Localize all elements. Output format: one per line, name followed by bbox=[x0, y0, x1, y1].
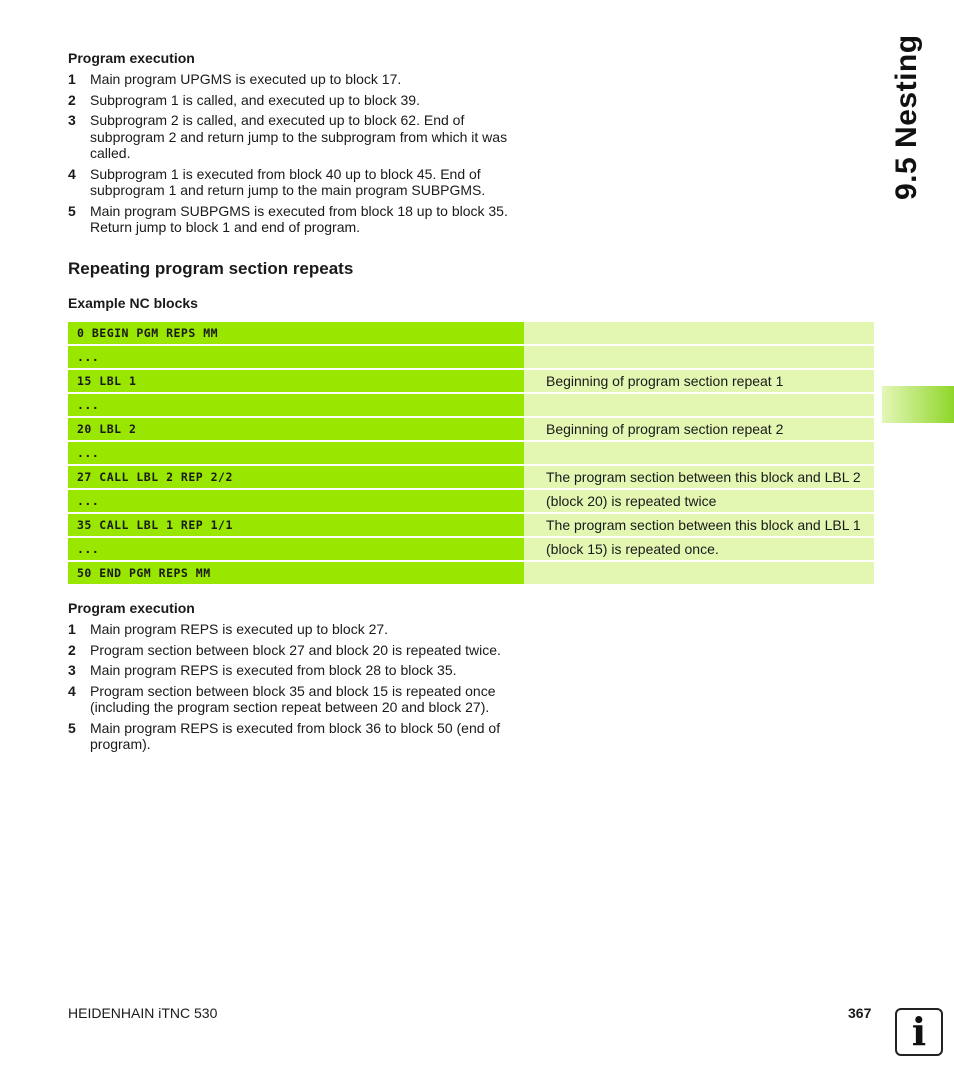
chapter-side-title: 9.5 Nesting bbox=[890, 34, 923, 200]
table-row bbox=[68, 562, 874, 584]
section-title: Repeating program section repeats bbox=[68, 259, 354, 278]
program-execution-heading-2: Program execution bbox=[68, 600, 195, 616]
program-execution-heading-1: Program execution bbox=[68, 50, 195, 66]
list-item bbox=[68, 203, 518, 236]
step-number: 4 bbox=[68, 165, 76, 182]
table-row bbox=[68, 370, 874, 392]
nc-comment-cell: Beginning of program section repeat 2 bbox=[524, 418, 874, 440]
nc-comment-cell bbox=[524, 346, 874, 368]
list-item bbox=[68, 642, 518, 659]
step-text: Subprogram 1 is called, and executed up to block 39. bbox=[90, 91, 420, 108]
nc-comment-cell bbox=[524, 562, 874, 584]
nc-code-cell: 50 END PGM REPS MM bbox=[68, 562, 524, 584]
step-number: 1 bbox=[68, 621, 76, 637]
step-text: Subprogram 2 is called, and executed up to block 62. End of subprogram 2 and return jump to the subprogram from which it was called. bbox=[90, 112, 508, 161]
nc-comment-cell: Beginning of program section repeat 1 bbox=[524, 370, 874, 392]
step-number: 4 bbox=[68, 682, 76, 699]
nc-comment-cell: The program section between this block and LBL 2 bbox=[524, 466, 874, 488]
nc-code-cell: 15 LBL 1 bbox=[68, 370, 524, 392]
list-item bbox=[68, 92, 518, 109]
step-number: 5 bbox=[68, 202, 76, 219]
info-icon bbox=[895, 1008, 943, 1056]
nc-comment-cell: (block 20) is repeated twice bbox=[524, 490, 874, 512]
nc-blocks-table bbox=[68, 320, 874, 586]
table-row bbox=[68, 394, 874, 416]
page-number: 367 bbox=[848, 1005, 872, 1021]
table-row bbox=[68, 346, 874, 368]
step-number: 2 bbox=[68, 91, 76, 108]
list-item bbox=[68, 720, 518, 753]
footer-product-name: HEIDENHAIN iTNC 530 bbox=[68, 1005, 218, 1021]
step-text: Main program SUBPGMS is executed from block 18 up to block 35. Return jump to block 1 and end of program. bbox=[90, 202, 508, 235]
step-text: Main program UPGMS is executed up to block 17. bbox=[90, 71, 402, 87]
list-item bbox=[68, 683, 518, 716]
nc-code-cell: ... bbox=[68, 394, 524, 416]
step-text: Main program REPS is executed up to block 27. bbox=[90, 621, 389, 637]
execution-steps-2 bbox=[68, 621, 518, 757]
step-number: 5 bbox=[68, 719, 76, 736]
list-item bbox=[68, 662, 518, 679]
execution-steps-1 bbox=[68, 71, 518, 240]
list-item bbox=[68, 166, 518, 199]
step-text: Main program REPS is executed from block 28 to block 35. bbox=[90, 662, 457, 678]
step-number: 3 bbox=[68, 662, 76, 678]
table-row bbox=[68, 442, 874, 464]
table-row bbox=[68, 514, 874, 536]
nc-code-cell: 35 CALL LBL 1 REP 1/1 bbox=[68, 514, 524, 536]
list-item bbox=[68, 112, 518, 162]
step-text: Program section between block 35 and block 15 is repeated once (including the program section repeat between 20 and block 27). bbox=[90, 682, 496, 715]
example-nc-blocks-heading: Example NC blocks bbox=[68, 295, 198, 311]
nc-comment-cell: The program section between this block and LBL 1 bbox=[524, 514, 874, 536]
table-row bbox=[68, 466, 874, 488]
info-icon-glyph: i bbox=[911, 1009, 927, 1054]
nc-code-cell: ... bbox=[68, 538, 524, 560]
step-number: 2 bbox=[68, 641, 76, 658]
nc-code-cell: ... bbox=[68, 490, 524, 512]
nc-comment-cell bbox=[524, 322, 874, 344]
nc-code-cell: ... bbox=[68, 346, 524, 368]
chapter-tab-marker bbox=[882, 386, 954, 423]
step-text: Main program REPS is executed from block 36 to block 50 (end of program). bbox=[90, 719, 501, 752]
step-text: Program section between block 27 and block 20 is repeated twice. bbox=[90, 641, 501, 658]
list-item bbox=[68, 621, 518, 638]
nc-comment-cell bbox=[524, 442, 874, 464]
table-row bbox=[68, 538, 874, 560]
step-text: Subprogram 1 is executed from block 40 up to block 45. End of subprogram 1 and return jump to the main program SUBPGMS. bbox=[90, 165, 486, 198]
table-row bbox=[68, 490, 874, 512]
nc-code-cell: ... bbox=[68, 442, 524, 464]
list-item bbox=[68, 71, 518, 88]
step-number: 3 bbox=[68, 112, 76, 128]
nc-comment-cell: (block 15) is repeated once. bbox=[524, 538, 874, 560]
nc-comment-cell bbox=[524, 394, 874, 416]
step-number: 1 bbox=[68, 71, 76, 87]
nc-code-cell: 27 CALL LBL 2 REP 2/2 bbox=[68, 466, 524, 488]
nc-code-cell: 20 LBL 2 bbox=[68, 418, 524, 440]
table-row bbox=[68, 418, 874, 440]
table-row bbox=[68, 322, 874, 344]
nc-code-cell: 0 BEGIN PGM REPS MM bbox=[68, 322, 524, 344]
